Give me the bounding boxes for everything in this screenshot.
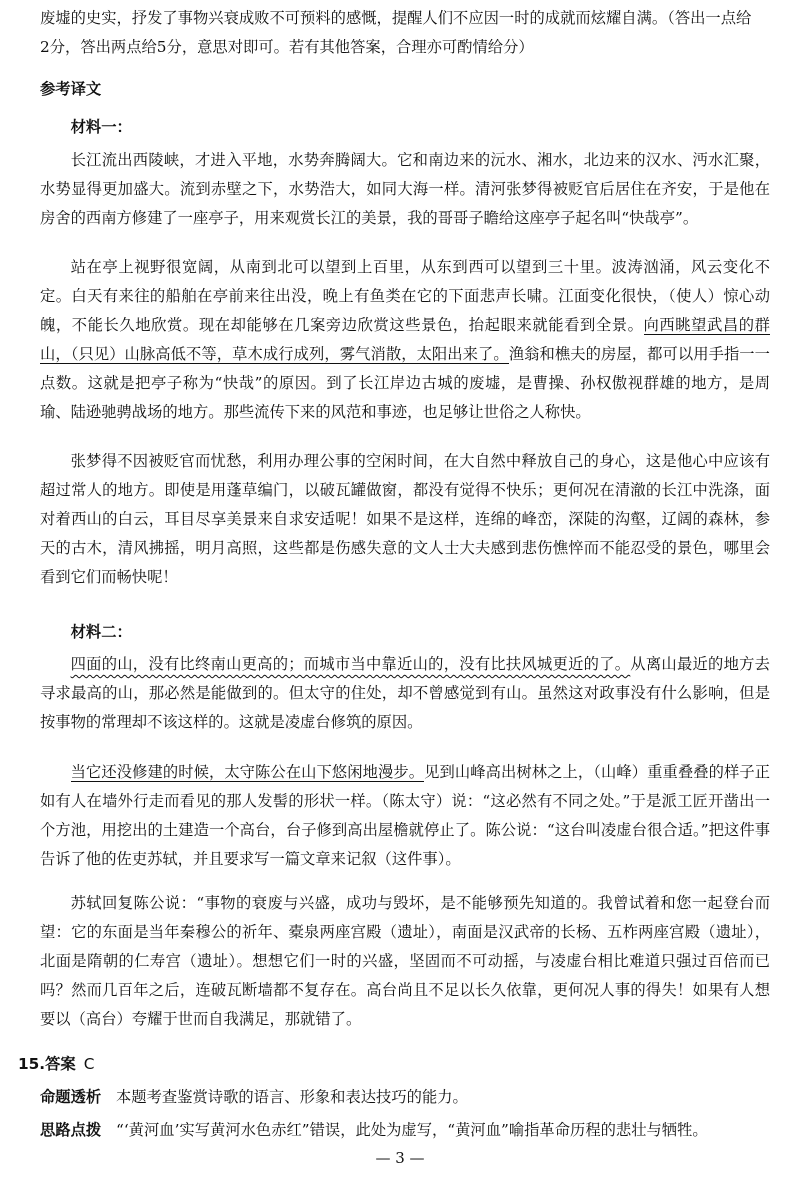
material-2-p1-wavy: 四面的山，没有比终南山更高的；而城市当中靠近山的，没有比扶风城更近的了。 bbox=[70, 655, 631, 673]
question-15-hint bbox=[40, 1116, 770, 1145]
material-2-paragraph-1 bbox=[40, 650, 770, 737]
question-15-answer-line bbox=[18, 1050, 770, 1079]
material-2-p2 bbox=[40, 758, 770, 874]
material-2-heading-block bbox=[40, 618, 770, 647]
material-1-heading-block bbox=[40, 113, 770, 142]
material-2-title: 材料二： bbox=[70, 623, 132, 641]
material-2-p2-underlined: 当它还没修建的时候，太守陈公在山下悠闲地漫步。 bbox=[70, 763, 425, 781]
analysis-label: 命题透析 bbox=[40, 1088, 102, 1106]
material-2-paragraph-3 bbox=[40, 889, 770, 1034]
material-1-p3-text: 张梦得不因被贬官而忧愁，利用办理公事的空闲时间，在大自然中释放自己的身心，这是他心中应该有超过常人的地方。即使是用蓬草编门，以破瓦罐做窗，都没有觉得不快乐；更何况在清澈的长江中洗涤，面对着西山的白云，耳目尽享美景来自求安适呢！如果不是这样，连绵的峰峦，深陡的沟壑，辽阔的森林，参天的古木，清风拂摇，明月高照，这些都是伤感失意的文人士大夫感到悲伤憔悴而不能忍受的景色，哪里会看到它们而畅快呢！ bbox=[40, 452, 770, 586]
material-2-paragraph-2 bbox=[40, 758, 770, 874]
material-1-p2 bbox=[40, 253, 770, 427]
material-1-p1-text: 长江流出西陵峡，才进入平地，水势奔腾阔大。它和南边来的沅水、湘水，北边来的汉水、沔水汇聚，水势显得更加盛大。流到赤壁之下，水势浩大，如同大海一样。清河张梦得被贬官后居住在齐安，于是他在房舍的西南方修建了一座亭子，用来观赏长江的美景，我的哥哥子瞻给这座亭子起名叫“快哉亭”。 bbox=[40, 151, 770, 227]
hint-label: 思路点拨 bbox=[40, 1121, 102, 1139]
question-15-analysis bbox=[40, 1083, 770, 1112]
material-2-p1-rest: 从离山最近的地方去寻求最高的山，那必然是能做到的。但太守的住处，却不曾感觉到有山。虽然这对政事没有什么影响，但是按事物的常理却不该这样的。这就是凌虚台修筑的原因。 bbox=[40, 655, 770, 731]
answer-label: 答案 bbox=[45, 1055, 76, 1073]
material-1-paragraph-3 bbox=[40, 447, 770, 592]
material-1-p2-underlined: 向西眺望武昌的群山，（只见）山脉高低不等，草木成行成列，雾气消散，太阳出来了。 bbox=[40, 316, 770, 363]
page-number: — 3 — bbox=[375, 1149, 425, 1167]
hint-text: “‘黄河血’实写黄河水色赤红”错误，此处为虚写，“黄河血”喻指革命历程的悲壮与牺牲。 bbox=[116, 1121, 708, 1139]
analysis-text: 本题考查鉴赏诗歌的语言、形象和表达技巧的能力。 bbox=[116, 1088, 468, 1106]
intro-line-2: 2分，答出两点给5分，意思对即可。若有其他答案，合理亦可酌情给分） bbox=[40, 38, 534, 56]
answer-value: C bbox=[83, 1055, 95, 1073]
question-15-answer bbox=[18, 1050, 770, 1079]
material-2-p1 bbox=[40, 650, 770, 737]
material-1-title: 材料一： bbox=[70, 118, 132, 136]
section-title-block bbox=[40, 75, 770, 104]
material-1-p2-a: 站在亭上视野很宽阔，从南到北可以望到上百里，从东到西可以望到三十里。波涛汹涌，风云变化不定。白天有来往的船舶在亭前来往出没，晚上有鱼类在它的下面悲声长啸。江面变化很快，（使人）惊心动魄，不能长久地欣赏。现在却能够在几案旁边欣赏这些景色，抬起眼来就能看到全景。 bbox=[40, 258, 770, 334]
question-15-hint-line bbox=[40, 1116, 770, 1145]
question-15-number: 15. bbox=[18, 1055, 46, 1073]
section-title: 参考译文 bbox=[40, 80, 102, 98]
question-15-analysis-line bbox=[40, 1083, 770, 1112]
material-1-paragraph-2 bbox=[40, 253, 770, 427]
material-2-p2-rest: 见到山峰高出树林之上，（山峰）重重叠叠的样子正如有人在墙外行走而看见的那人发髻的形状一样。（陈太守）说：“这必然有不同之处。”于是派工匠开凿出一个方池，用挖出的土建造一个高台，台子修到高出屋檐就停止了。陈公说：“这台叫凌虚台很合适。”把这件事告诉了他的佐吏苏轼，并且要求写一篇文章来记叙（这件事）。 bbox=[40, 763, 770, 868]
material-2-p3-text: 苏轼回复陈公说：“事物的衰废与兴盛，成功与毁坏，是不能够预先知道的。我曾试着和您一起登台而望：它的东面是当年秦穆公的祈年、橐泉两座宫殿（遗址），南面是汉武帝的长杨、五柞两座宫殿（遗址），北面是隋朝的仁寿宫（遗址）。想想它们一时的兴盛，坚固而不可动摇，与凌虚台相比难道只强过百倍而已吗？然而几百年之后，连破瓦断墙都不复存在。高台尚且不足以长久依靠，更何况人事的得失！如果有人想要以（高台）夸耀于世而自我满足，那就错了。 bbox=[40, 894, 770, 1028]
intro-block bbox=[40, 4, 770, 62]
material-1-paragraph-1 bbox=[40, 146, 770, 233]
intro-line-1: 废墟的史实，抒发了事物兴衰成败不可预料的感慨，提醒人们不应因一时的成就而炫耀自满。（答出一点给 bbox=[40, 9, 752, 27]
material-1-p2-b: 渔翁和樵夫的房屋，都可以用手指一一点数。这就是把亭子称为“快哉”的原因。到了长江岸边古城的废墟，是曹操、孙权傲视群雄的地方，是周瑜、陆逊驰骋战场的地方。那些流传下来的风范和事迹，也足够让世俗之人称快。 bbox=[40, 345, 770, 421]
